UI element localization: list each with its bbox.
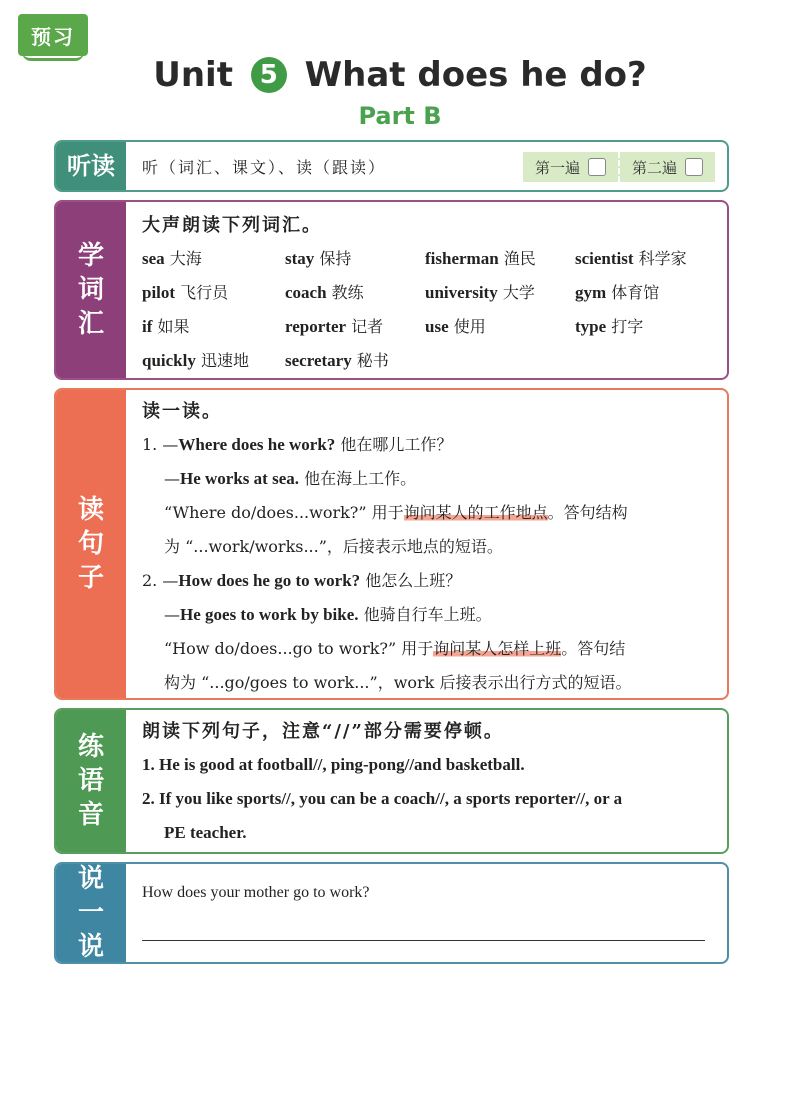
phonics-line-2-cont: PE teacher.: [164, 823, 247, 842]
vocab-item: type 打字: [575, 317, 644, 336]
vocab-item: coach 教练: [285, 283, 364, 302]
answer-line[interactable]: [142, 940, 705, 941]
listen-instruction-text: 听（词汇、课文）、读（跟读）: [142, 157, 387, 177]
highlight: 询问某人怎样上班: [433, 639, 562, 658]
side-char: 音: [77, 800, 104, 830]
vocabulary-section: [54, 200, 729, 380]
phonics-line-2: 2. If you like sports//, you can be a coach//, a sports reporter//, or a: [142, 789, 623, 808]
vocab-item: sea 大海: [142, 249, 202, 268]
second-pass-checkbox[interactable]: [685, 158, 703, 176]
vocab-item: fisherman 渔民: [425, 249, 536, 268]
sentence-2-question: 2. —How does he go to work? 他怎么上班？: [142, 571, 462, 590]
sentence-1-question: 1. —Where does he work? 他在哪儿工作？: [142, 435, 453, 454]
vocab-item: if 如果: [142, 317, 190, 336]
title-text: What does he do?: [304, 55, 647, 95]
page-subtitle: Part B: [358, 102, 442, 130]
sentences-heading: 读一读。: [142, 401, 222, 422]
side-char: 一: [77, 898, 104, 928]
first-pass-label: 第一遍: [534, 158, 580, 177]
vocab-item: scientist 科学家: [575, 249, 687, 268]
listen-read-section: [54, 140, 729, 192]
phonics-line-1: 1. He is good at football//, ping-pong//and basketball.: [142, 755, 525, 774]
first-pass: [523, 152, 618, 182]
vocab-item: pilot 飞行员: [142, 283, 229, 302]
vocabulary-grid: [142, 242, 715, 378]
sentences-section: [54, 388, 729, 700]
section-label-listen: 听读: [56, 142, 126, 190]
phonics-section: [54, 708, 729, 854]
side-char: 汇: [77, 309, 104, 339]
sentence-1-answer: —He works at sea. 他在海上工作。: [164, 469, 417, 488]
highlight: 询问某人的工作地点: [403, 503, 548, 522]
speak-question: How does your mother go to work?: [142, 884, 370, 901]
vocab-item: quickly 迅速地: [142, 351, 249, 370]
side-char: 读: [77, 495, 104, 525]
section-label-sentences: [56, 390, 126, 698]
unit-number-badge: 5: [251, 57, 287, 93]
side-char: 子: [77, 563, 104, 593]
vocab-item: reporter 记者: [285, 317, 384, 336]
speak-section: [54, 862, 729, 964]
vocab-item: gym 体育馆: [575, 283, 660, 302]
second-pass-label: 第二遍: [631, 158, 677, 177]
title-prefix: Unit: [153, 55, 233, 95]
phonics-heading: 朗读下列句子，注意“//”部分需要停顿。: [142, 721, 504, 742]
vocabulary-heading: 大声朗读下列词汇。: [142, 215, 322, 236]
second-pass: [618, 152, 715, 182]
section-label-speak: [56, 864, 126, 962]
vocab-item: use 使用: [425, 317, 486, 336]
page-title: [0, 55, 800, 95]
side-char: 词: [77, 275, 104, 305]
section-label-phonics: [56, 710, 126, 852]
sentence-2-note: “How do/does...go to work?” 用于询问某人怎样上班。答句结: [164, 639, 626, 658]
preview-badge: 预习: [18, 14, 88, 56]
sentence-2-answer: —He goes to work by bike. 他骑自行车上班。: [164, 605, 492, 624]
vocab-item: university 大学: [425, 283, 535, 302]
side-char: 句: [77, 529, 104, 559]
section-label-vocabulary: [56, 202, 126, 378]
first-pass-checkbox[interactable]: [588, 158, 606, 176]
vocab-item: secretary 秘书: [285, 351, 389, 370]
sentence-1-note: “Where do/does...work?” 用于询问某人的工作地点。答句结构: [164, 503, 628, 522]
sentence-1-note-cont: 为 “...work/works...”，后接表示地点的短语。: [164, 537, 503, 556]
side-char: 学: [77, 241, 104, 271]
vocab-item: stay 保持: [285, 249, 352, 268]
side-char: 说: [77, 932, 104, 962]
side-char: 说: [77, 864, 104, 894]
sentence-2-note-cont: 构为 “...go/goes to work...”，work 后接表示出行方式的短语。: [164, 673, 632, 692]
side-char: 语: [77, 766, 104, 796]
pass-checklist: [523, 152, 715, 182]
side-char: 练: [77, 732, 104, 762]
